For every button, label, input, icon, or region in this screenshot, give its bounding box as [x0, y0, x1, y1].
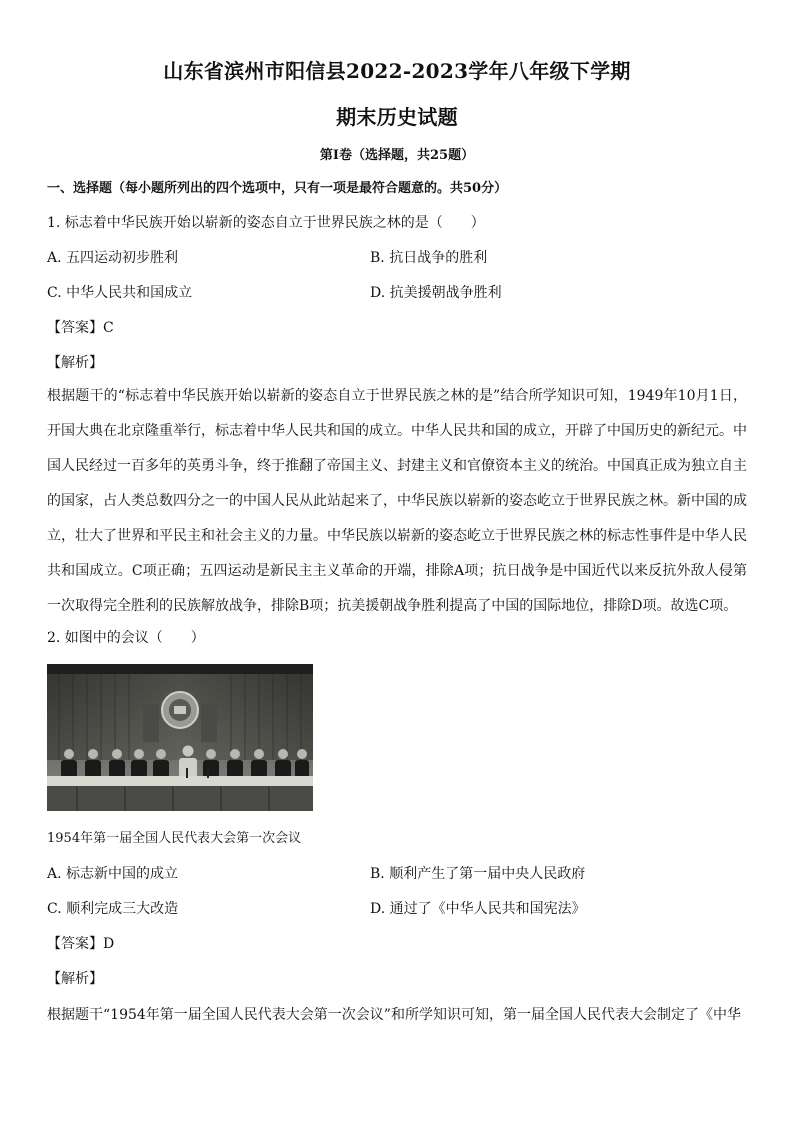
analysis-label: 【解析】 [47, 971, 103, 987]
congress-photo-icon [47, 664, 313, 811]
photo-caption: 1954年第一届全国人民代表大会第一次会议 [47, 831, 302, 846]
option-b: B. 顺利产生了第一届中央人民政府 [370, 866, 586, 882]
option-d: D. 通过了《中华人民共和国宪法》 [370, 901, 586, 917]
answer: 【答案】C [47, 320, 114, 336]
analysis-text: 根据题干的“标志着中华民族开始以崭新的姿态自立于世界民族之林的是”结合所学知识可知，1949年10月1日，开国大典在北京隆重举行，标志着中华人民共和国的成立。中华人民共和国的成立，开辟了中国历史的新纪元。中国人民经过一百多年的英勇斗争，终于推翻了帝国主义、封建主义和官僚资本主义的统治。中国真正成为独立自主的国家，占人类总数四分之一的中国人民从此站起来了，中华民族以崭新的姿态屹立于世界民族之林。新中国的成立，壮大了世界和平民主和社会主义的力量。中华民族以崭新的姿态屹立于世界民族之林的标志性事件是中华人民共和国成立。C项正确；五四运动是新民主主义革命的开端，排除A项；抗日战争是中国近代以来反抗外敌人侵第一次取得完全胜利的民族解放战争，排除B项；抗美援朝战争胜利提高了中国的国际地位，排除D项。故选C项。 [47, 388, 747, 614]
part-heading: 一、选择题（每小题所列出的四个选项中，只有一项是最符合题意的。共50分） [47, 181, 508, 196]
section-title: 第Ⅰ卷（选择题，共25题） [319, 148, 475, 163]
question-stem: 1. 标志着中华民族开始以崭新的姿态自立于世界民族之林的是（ ） [47, 215, 485, 231]
answer: 【答案】D [47, 936, 115, 952]
analysis-text: 根据题干“1954年第一届全国人民代表大会第一次会议”和所学知识可知，第一届全国人民代表大会制定了《中华 [47, 1007, 741, 1023]
question-1 [47, 213, 747, 624]
question-2 [47, 628, 747, 1025]
option-b: B. 抗日战争的胜利 [370, 250, 488, 266]
option-a: A. 标志新中国的成立 [47, 866, 179, 882]
option-a: A. 五四运动初步胜利 [47, 250, 179, 266]
exam-page [47, 57, 747, 1025]
question-stem: 2. 如图中的会议（ ） [47, 630, 205, 646]
option-d: D. 抗美援朝战争胜利 [370, 285, 502, 301]
exam-title-line-2: 期末历史试题 [336, 105, 458, 129]
option-c: C. 顺利完成三大改造 [47, 901, 179, 917]
option-grid [47, 233, 747, 303]
option-c: C. 中华人民共和国成立 [47, 285, 193, 301]
exam-title-line-1: 山东省滨州市阳信县2022-2023学年八年级下学期 [163, 59, 631, 83]
analysis-label: 【解析】 [47, 355, 103, 371]
option-grid [47, 849, 747, 919]
